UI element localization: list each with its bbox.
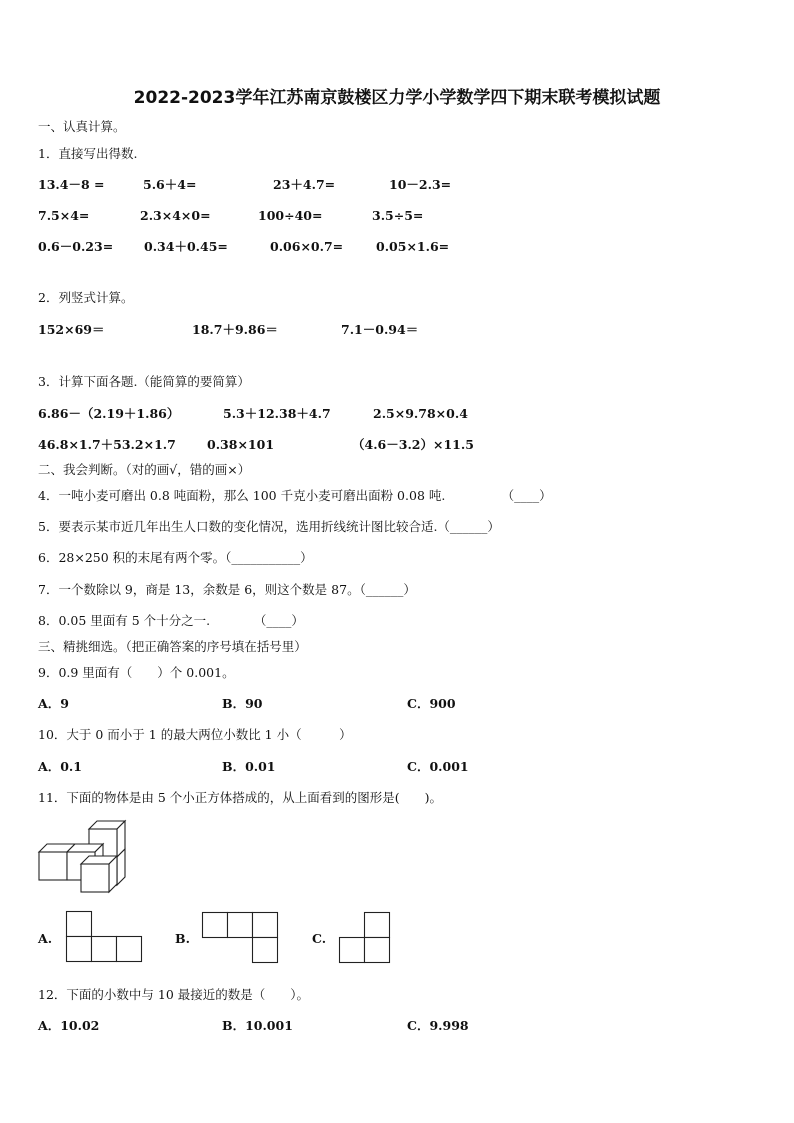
simplify-item: （4.6－3.2）×11.5: [352, 437, 474, 452]
option-c-label: C.: [312, 931, 327, 946]
section-heading-2: 二、我会判断。（对的画√，错的画×）: [38, 462, 251, 477]
calc-item: 3.5÷5=: [372, 208, 424, 223]
judge-question-8: 8．0.05 里面有 5 个十分之一. （____）: [38, 613, 304, 628]
simplify-item: 5.3＋12.38＋4.7: [223, 406, 331, 421]
question-9-stem: 9．0.9 里面有（ ）个 0.001。: [38, 665, 235, 680]
calc-item: 5.6＋4=: [143, 177, 197, 192]
vertical-calc-item: 152×69＝: [38, 322, 105, 337]
vertical-calc-item: 7.1－0.94＝: [341, 322, 419, 337]
section-heading-1: 一、认真计算。: [38, 119, 126, 134]
option-a: A．10.02: [38, 1018, 100, 1033]
question-12-stem: 12．下面的小数中与 10 最接近的数是（ ）。: [38, 987, 310, 1002]
cube-stack-figure: [38, 820, 130, 892]
calc-item: 0.6－0.23=: [38, 239, 114, 254]
question-2-label: 2．列竖式计算。: [38, 290, 134, 305]
option-a: A．0.1: [38, 759, 82, 774]
judge-question-5: 5．要表示某市近几年出生人口数的变化情况，选用折线统计图比较合适.（______）: [38, 519, 500, 534]
calc-item: 2.3×4×0=: [140, 208, 211, 223]
top-view-option-b: [202, 912, 278, 963]
option-c: C．0.001: [407, 759, 469, 774]
option-c: C．900: [407, 696, 456, 711]
simplify-item: 0.38×101: [207, 437, 275, 452]
calc-item: 7.5×4=: [38, 208, 90, 223]
calc-item: 10－2.3=: [389, 177, 452, 192]
page-title: 2022-2023学年江苏南京鼓楼区力学小学数学四下期末联考模拟试题: [133, 88, 661, 108]
section-heading-3: 三、精挑细选。（把正确答案的序号填在括号里）: [38, 639, 307, 654]
question-3-label: 3．计算下面各题.（能简算的要简算）: [38, 374, 250, 389]
calc-item: 23＋4.7=: [273, 177, 336, 192]
option-b: B．10.001: [222, 1018, 293, 1033]
judge-question-7: 7．一个数除以 9，商是 13，余数是 6，则这个数是 87。（______）: [38, 582, 416, 597]
judge-question-6: 6．28×250 积的末尾有两个零。（___________）: [38, 550, 313, 565]
top-view-option-a: [66, 911, 142, 962]
option-b: B．90: [222, 696, 263, 711]
judge-question-4: 4．一吨小麦可磨出 0.8 吨面粉，那么 100 千克小麦可磨出面粉 0.08 吨. （____）: [38, 488, 552, 503]
top-view-option-c: [339, 912, 390, 963]
calc-item: 0.06×0.7=: [270, 239, 344, 254]
calc-item: 100÷40=: [258, 208, 323, 223]
option-b-label: B.: [175, 931, 190, 946]
calc-item: 0.05×1.6=: [376, 239, 450, 254]
simplify-item: 2.5×9.78×0.4: [373, 406, 468, 421]
calc-item: 13.4－8 =: [38, 177, 105, 192]
simplify-item: 46.8×1.7＋53.2×1.7: [38, 437, 176, 452]
vertical-calc-item: 18.7＋9.86＝: [192, 322, 278, 337]
option-c: C．9.998: [407, 1018, 469, 1033]
question-10-stem: 10．大于 0 而小于 1 的最大两位小数比 1 小（ ）: [38, 727, 352, 742]
calc-item: 0.34＋0.45=: [144, 239, 228, 254]
option-b: B．0.01: [222, 759, 276, 774]
question-1-label: 1．直接写出得数.: [38, 146, 138, 161]
option-a-label: A.: [38, 931, 53, 946]
simplify-item: 6.86－（2.19＋1.86）: [38, 406, 180, 421]
question-11-stem: 11．下面的物体是由 5 个小正方体搭成的，从上面看到的图形是( )。: [38, 790, 443, 805]
option-a: A．9: [38, 696, 69, 711]
